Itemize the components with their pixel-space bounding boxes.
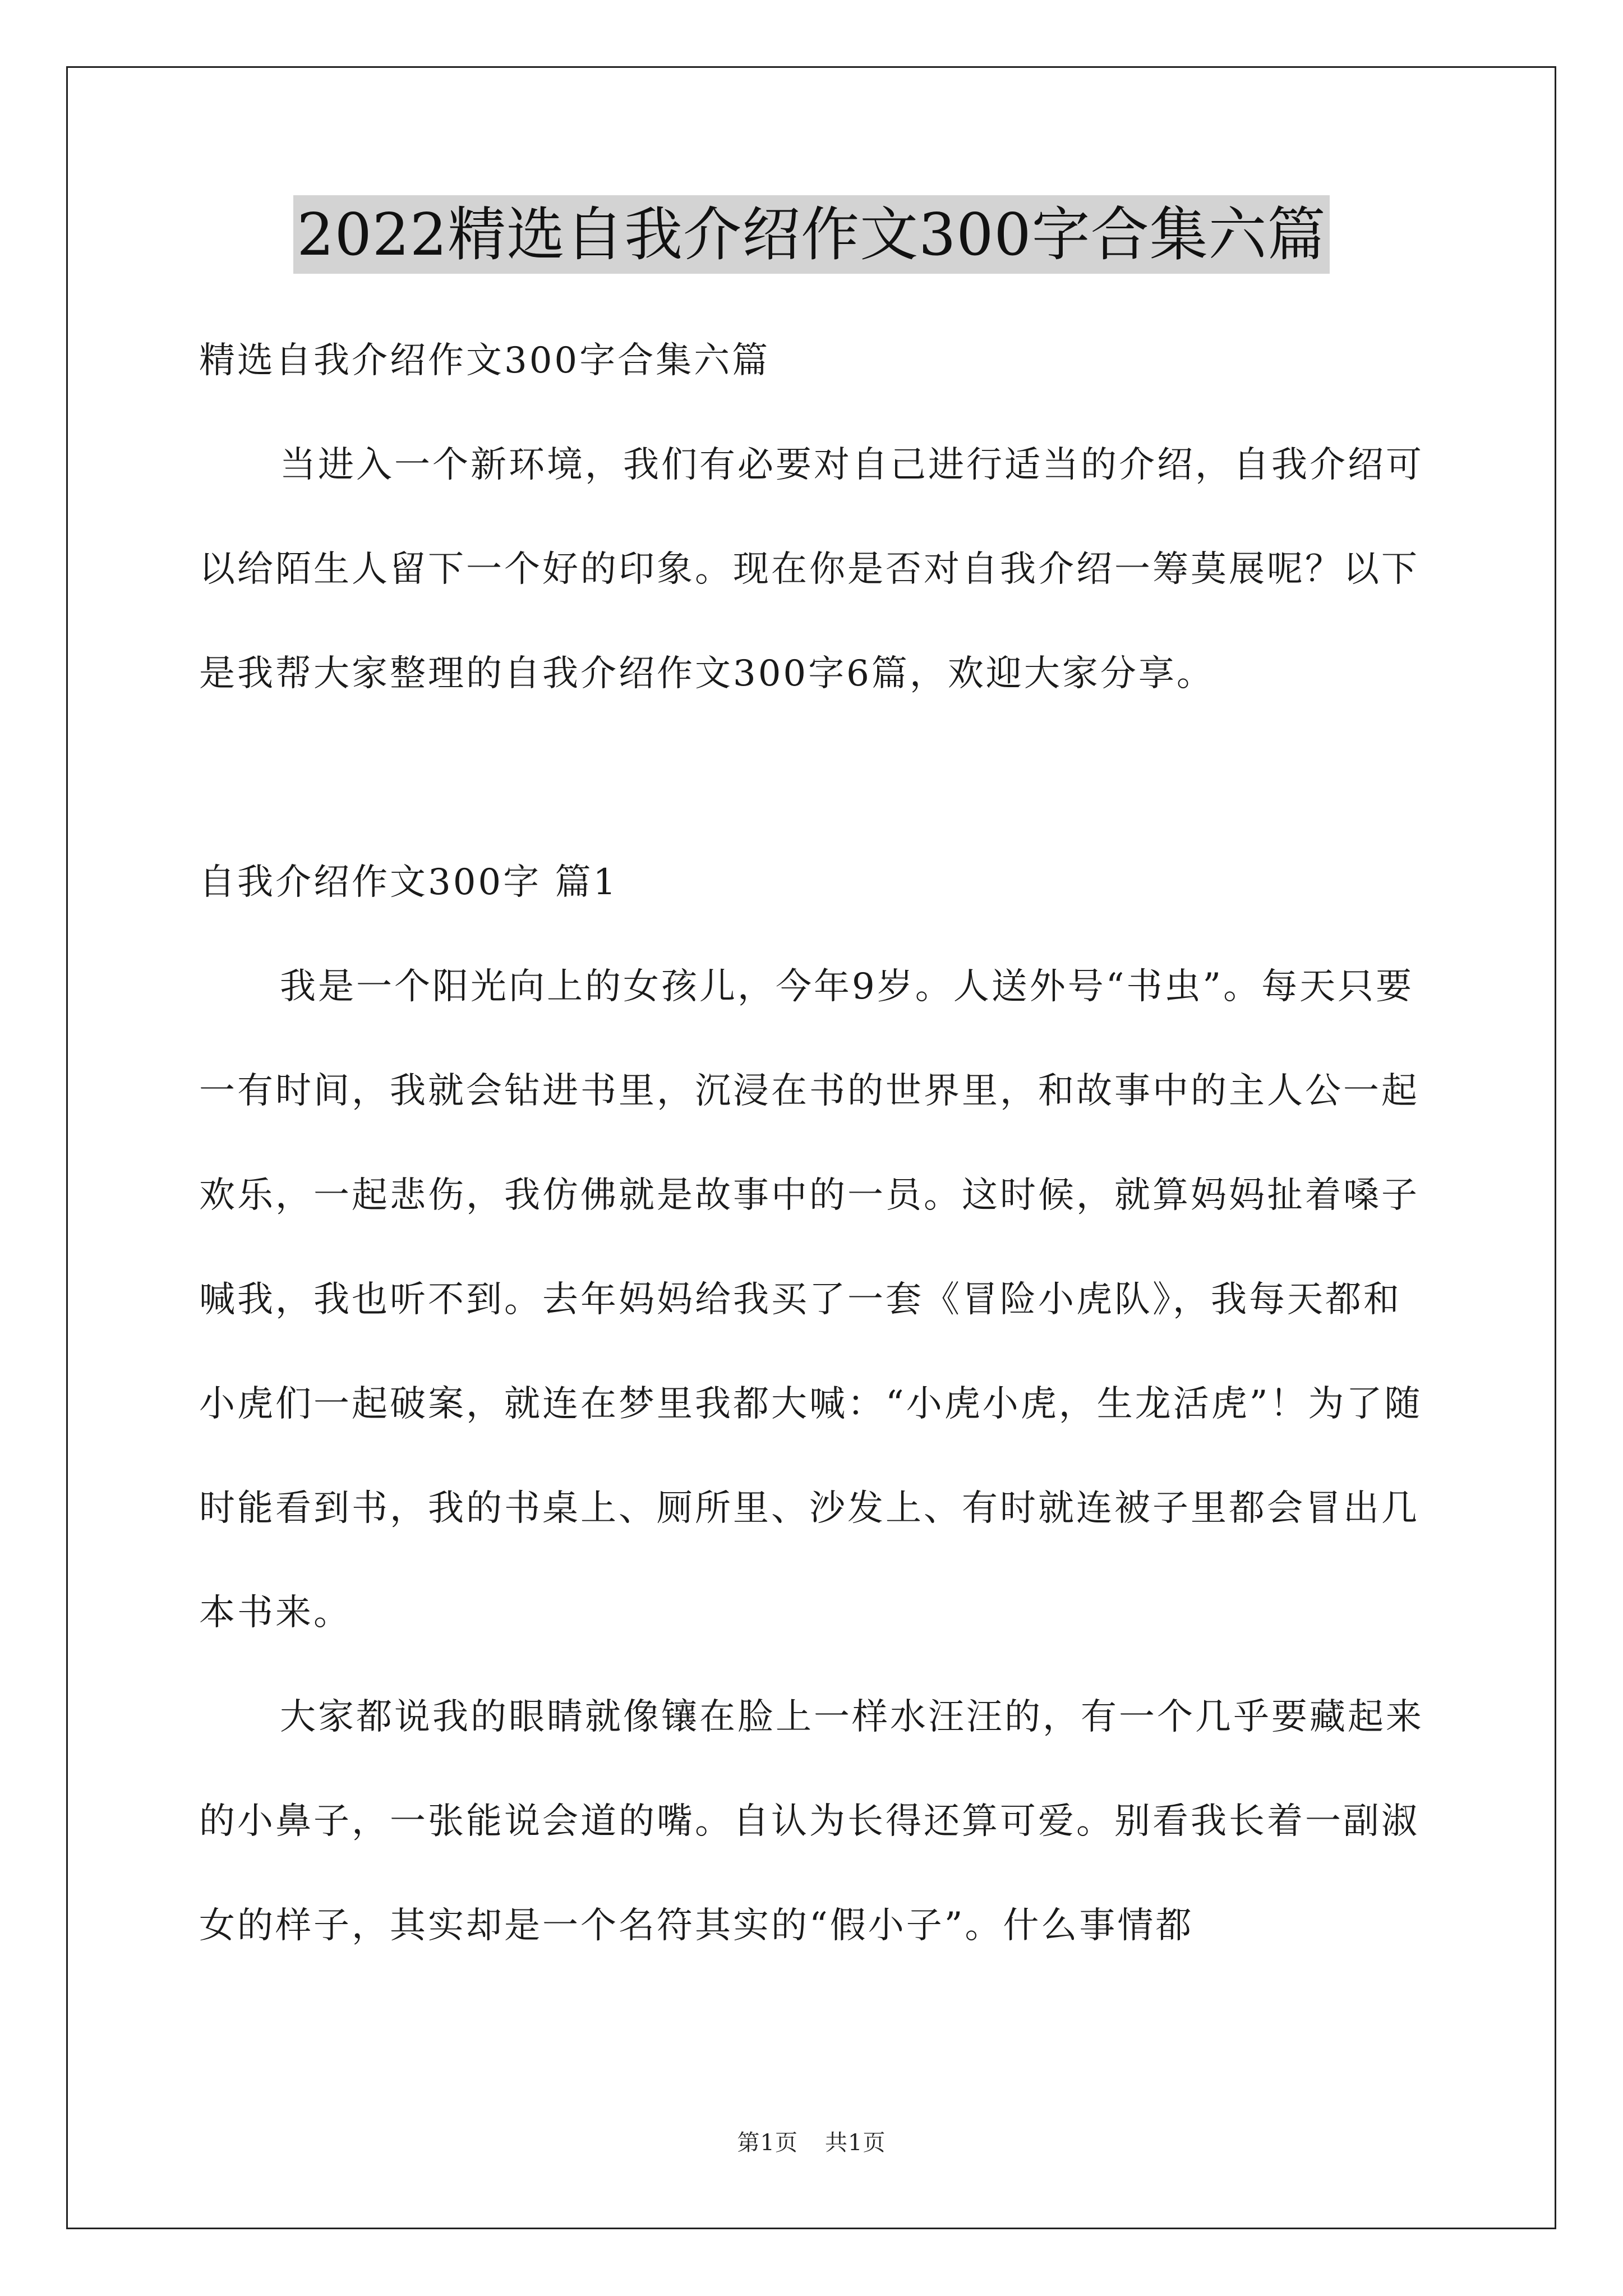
section-heading: 自我介绍作文300字 篇1 — [199, 862, 619, 903]
page-footer — [0, 2127, 1623, 2159]
document-body — [199, 309, 1427, 1978]
body-paragraph: 大家都说我的眼睛就像镶在脸上一样水汪汪的，有一个几乎要藏起来的小鼻子，一张能说会道的嘴。自认为长得还算可爱。别看我长着一副淑女的样子，其实却是一个名符其实的“假小子”。什么事情都 — [199, 1696, 1424, 1947]
intro-paragraph: 当进入一个新环境，我们有必要对自己进行适当的介绍，自我介绍可以给陌生人留下一个好的印象。现在你是否对自我介绍一筹莫展呢？以下是我帮大家整理的自我介绍作文300字6篇，欢迎大家分享。 — [199, 444, 1424, 694]
subtitle: 精选自我介绍作文300字合集六篇 — [199, 340, 771, 381]
title-container — [0, 195, 1623, 274]
page-number-current: 第1页 — [737, 2130, 798, 2156]
body-paragraph: 我是一个阳光向上的女孩儿，今年9岁。人送外号“书虫”。每天只要一有时间，我就会钻进书里，沉浸在书的世界里，和故事中的主人公一起欢乐，一起悲伤，我仿佛就是故事中的一员。这时候，就算妈妈扯着嗓子喊我，我也听不到。去年妈妈给我买了一套《冒险小虎队》，我每天都和小虎们一起破案，就连在梦里我都大喊：“小虎小虎，生龙活虎”！为了随时能看到书，我的书桌上、厕所里、沙发上、有时就连被子里都会冒出几本书来。 — [199, 966, 1423, 1634]
page-number-total: 共1页 — [825, 2130, 886, 2156]
document-title: 2022精选自我介绍作文300字合集六篇 — [293, 195, 1329, 274]
